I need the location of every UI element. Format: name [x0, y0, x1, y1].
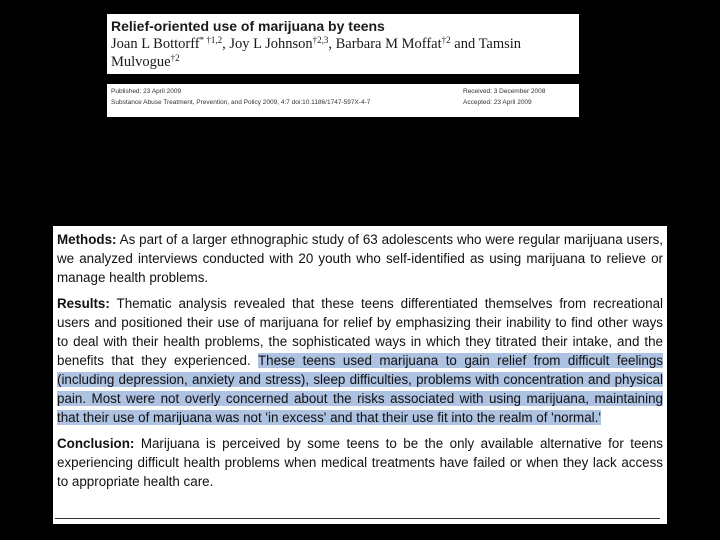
author-separator: ,	[328, 36, 336, 52]
results-text: Thematic analysis revealed that these teens differentiated themselves from recreational users and positioned their use of marijuana for relief by emphasizing their inability to find other ways to deal with their health problems, the sophisticated ways in which they titrated their intake, and the benefits that they experienced.	[57, 296, 663, 368]
journal-citation: Substance Abuse Treatment, Prevention, and Policy 2009, 4:7 doi:10.1186/1747-597X-4-7	[111, 99, 371, 106]
author-separator: ,	[222, 36, 230, 52]
publication-metadata	[107, 84, 579, 117]
article-title: Relief-oriented use of marijuana by teens	[111, 18, 385, 34]
accepted-date: Accepted: 23 April 2009	[463, 99, 532, 106]
conclusion-label: Conclusion:	[57, 436, 135, 451]
conclusion-text: Marijuana is perceived by some teens to be the only available alternative for teens experiencing difficult health problems when medical treatments have failed or when they lack access to appropriate health care.	[57, 436, 663, 489]
author-affiliation-marks: * †1,2	[199, 35, 223, 45]
methods-section	[57, 230, 663, 287]
author-affiliation-marks: †2	[170, 53, 180, 63]
methods-label: Methods:	[57, 232, 117, 247]
author-affiliation-marks: †2	[441, 35, 451, 45]
author-separator: and	[450, 36, 479, 52]
bottom-divider	[55, 518, 660, 519]
results-label: Results:	[57, 296, 110, 311]
author-list	[111, 35, 575, 71]
metadata-row	[111, 98, 575, 107]
published-date: Published: 23 April 2009	[111, 88, 182, 95]
author-affiliation-marks: †2,3	[312, 35, 329, 45]
metadata-row	[111, 87, 575, 96]
methods-text: As part of a larger ethnographic study of 63 adolescents who were regular marijuana users, we analyzed interviews conducted with 20 youth who self-identified as using marijuana to relieve or manage health problems.	[57, 232, 663, 285]
conclusion-section	[57, 434, 663, 491]
results-section	[57, 294, 663, 427]
author-name: Joy L Johnson	[229, 36, 313, 52]
results-highlighted-text: These teens used marijuana to gain relief from difficult feelings (including depression, anxiety and stress), sleep difficulties, problems with concentration and physical pain. Most were not overly concerned about the risks associated with using marijuana, maintaining that their use of marijuana was not 'in excess' and that their use fit into the realm of 'normal.'	[57, 353, 663, 425]
abstract-excerpt	[53, 226, 667, 524]
author-name: Barbara M Moffat	[335, 36, 442, 52]
author-name: Tamsin Mulvogue	[111, 36, 522, 70]
received-date: Received: 3 December 2008	[463, 88, 546, 95]
article-header	[107, 14, 579, 74]
author-name: Joan L Bottorff	[111, 36, 200, 52]
